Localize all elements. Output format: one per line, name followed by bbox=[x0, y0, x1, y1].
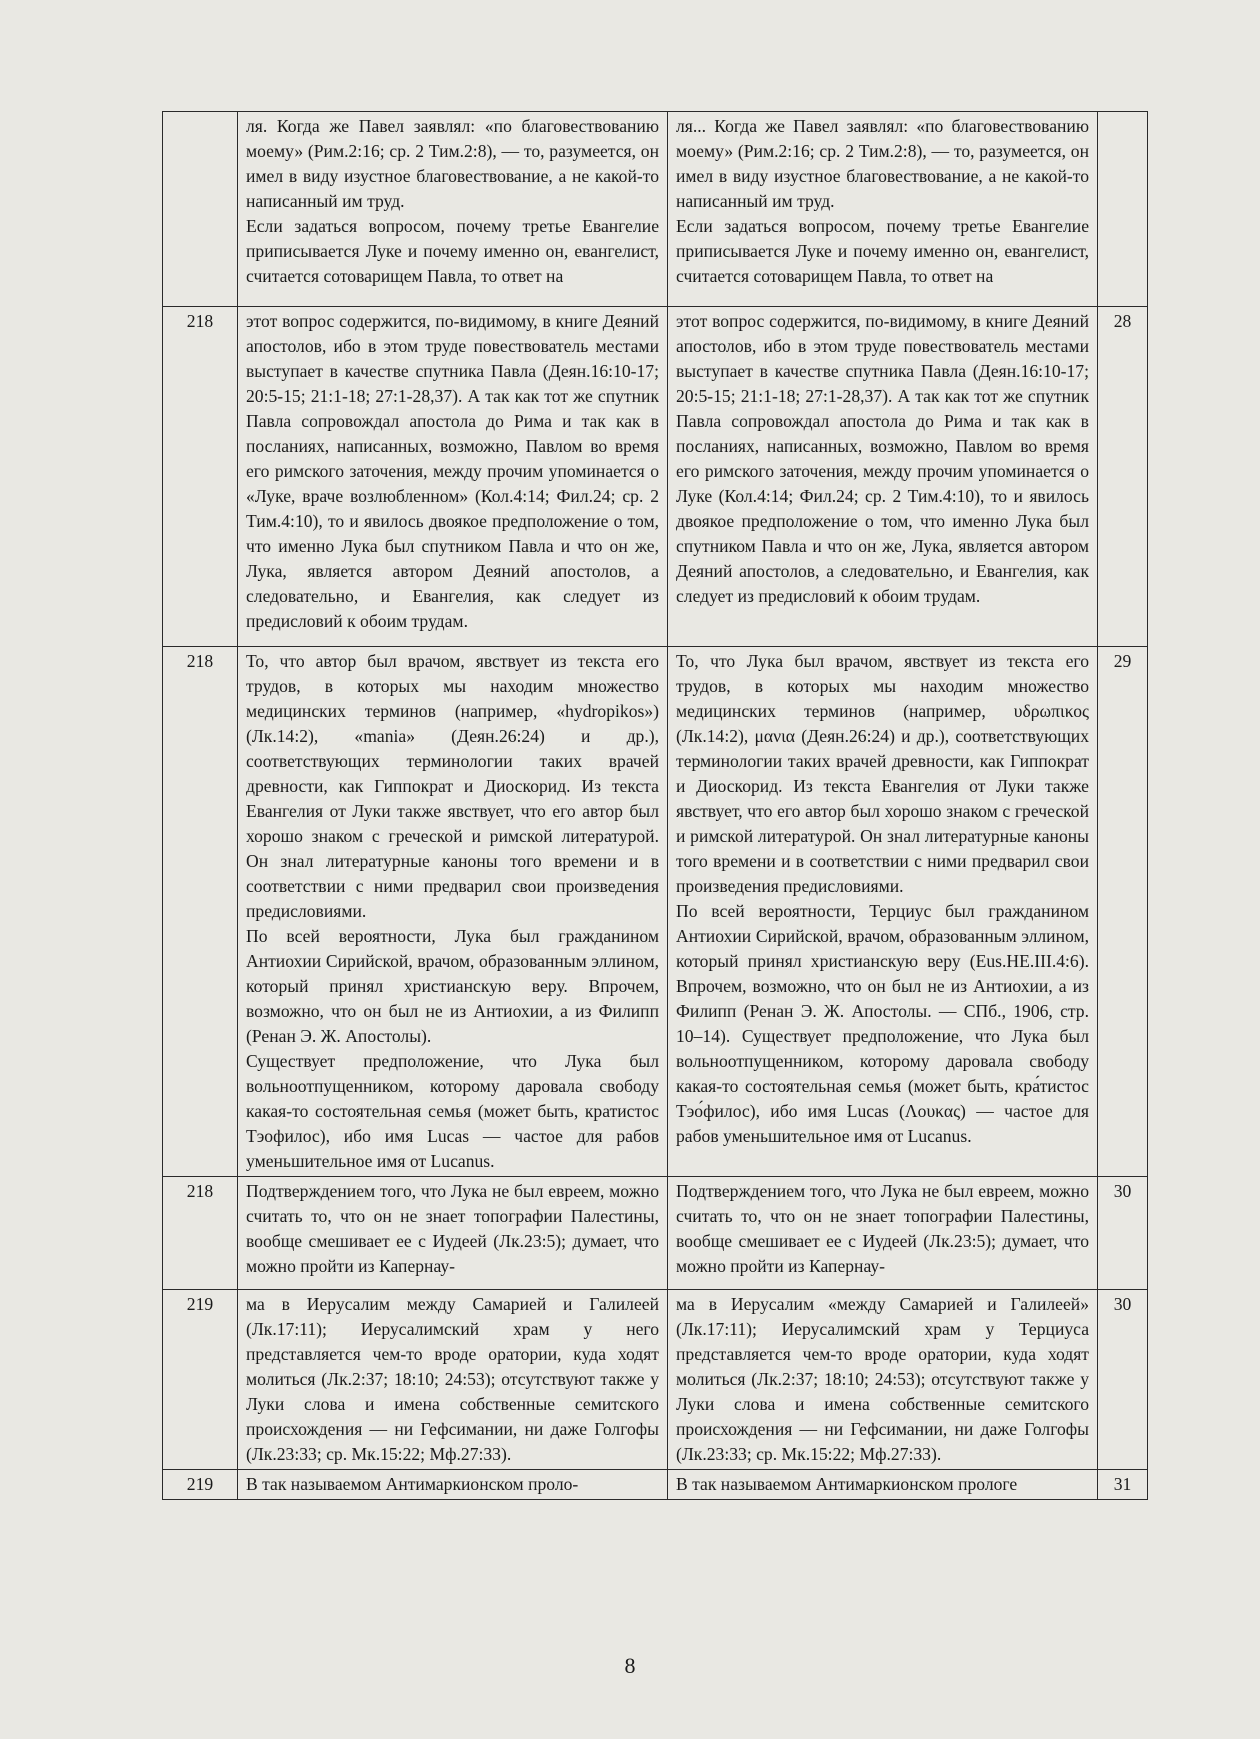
paragraph: По всей вероятности, Лука был гражданином Антиохии Сирийской, врачом, образованным эллином, который принял христианскую веру. Впрочем, возможно, что он был не из Антиохии, а из Филипп (Ренан Э. Ж. Апостолы). bbox=[246, 926, 659, 1046]
compared-text-cell bbox=[668, 1290, 1098, 1470]
table-row bbox=[163, 112, 1148, 307]
paragraph: Существует предположение, что Лука был вольноотпущенником, которому даровала свободу какая-то состоятельная семья (может быть, кратистос Тэофилос), ибо имя Lucas — частое для рабов уменьшительное имя от Lucanus. bbox=[246, 1051, 659, 1171]
paragraph: этот вопрос содержится, по-видимому, в книге Деяний апостолов, ибо в этом труде повествователь местами выступает в качестве спутника Павла (Деян.16:10-17; 20:5-15; 21:1-18; 27:1-28,37). А так как тот же спутник Павла сопровождал апостола до Рима и так как в посланиях, написанных, возможно, Павлом во время его римского заточения, между прочим упоминается о «Луке, враче возлюбленном» (Кол.4:14; Фил.24; ср. 2 Тим.4:10), то и явилось двоякое предположение о том, что именно Лука был спутником Павла и что он же, Лука, является автором Деяний апостолов, а следовательно, и Евангелия, как следует из предисловий к обоим трудам. bbox=[246, 311, 659, 631]
compared-page-number: 30 bbox=[1098, 1177, 1148, 1290]
paragraph: ма в Иерусалим между Самарией и Галилеей (Лк.17:11); Иерусалимский храм у него представляется чем-то вроде оратории, куда ходят молиться (Лк.2:37; 18:10; 24:53); отсутствуют также у Луки слова и имена собственные семитского происхождения — ни Гефсимании, ни даже Голгофы (Лк.23:33; ср. Мк.15:22; Мф.27:33). bbox=[246, 1294, 659, 1464]
paragraph: То, что автор был врачом, явствует из текста его трудов, в которых мы находим множество медицинских терминов (например, «hydropikos») (Лк.14:2), «mania» (Деян.26:24) и др.), соответствующих терминологии таких врачей древности, как Гиппократ и Диоскорид. Из текста Евангелия от Луки также явствует, что его автор был хорошо знаком с греческой и римской литературой. Он знал литературные каноны того времени и в соответствии с ними предварил свои произведения предисловиями. bbox=[246, 651, 659, 921]
table-row bbox=[163, 1470, 1148, 1500]
source-page-number: 218 bbox=[163, 1177, 238, 1290]
paragraph: По всей вероятности, Терциус был гражданином Антиохии Сирийской, врачом, образованным эллином, который принял христианскую веру (Eus.HE.III.4:6). Впрочем, возможно, что он был не из Антиохии, а из Филипп (Ренан Э. Ж. Апостолы. — СПб., 1906, стр. 10–14). Существует предположение, что Лука был вольноотпущенником, которому даровала свободу какая-то состоятельная семья (может быть, кра́тистос Тэо́филос), ибо имя Lucas (Λουκας) — частое для рабов уменьшительное имя от Lucanus. bbox=[676, 901, 1089, 1146]
paragraph: ля... Когда же Павел заявлял: «по благовествованию моему» (Рим.2:16; ср. 2 Тим.2:8), — то, разумеется, он имел в виду изустное благовествование, а не какой-то написанный им труд. bbox=[676, 116, 1089, 211]
paragraph: ля. Когда же Павел заявлял: «по благовествованию моему» (Рим.2:16; ср. 2 Тим.2:8), — то, разумеется, он имел в виду изустное благовествование, а не какой-то написанный им труд. bbox=[246, 116, 659, 211]
paragraph: Подтверждением того, что Лука не был евреем, можно считать то, что он не знает топографии Палестины, вообще смешивает ее с Иудеей (Лк.23:5); думает, что можно пройти из Капернау- bbox=[676, 1181, 1089, 1276]
source-page-number bbox=[163, 112, 238, 307]
paragraph: Если задаться вопросом, почему третье Евангелие приписывается Луке и почему именно он, евангелист, считается сотоварищем Павла, то ответ на bbox=[676, 216, 1089, 286]
original-text-cell bbox=[238, 112, 668, 307]
source-page-number: 218 bbox=[163, 647, 238, 1177]
paragraph: То, что Лука был врачом, явствует из текста его трудов, в которых мы находим множество медицинских терминов (например, υδρωπικος (Лк.14:2), μανια (Деян.26:24) и др.), соответствующих терминологии таких врачей древности, как Гиппократ и Диоскорид. Из текста Евангелия от Луки также явствует, что его автор был хорошо знаком с греческой и римской литературой. Он знал литературные каноны того времени и в соответствии с ними предварил свои произведения предисловиями. bbox=[676, 651, 1089, 896]
compared-page-number: 28 bbox=[1098, 307, 1148, 647]
compared-text-cell bbox=[668, 1470, 1098, 1500]
original-text-cell bbox=[238, 1177, 668, 1290]
original-text-cell bbox=[238, 1470, 668, 1500]
table-row bbox=[163, 1290, 1148, 1470]
table-row bbox=[163, 647, 1148, 1177]
paragraph: В так называемом Антимаркионском прологе bbox=[676, 1474, 1018, 1494]
compared-page-number: 29 bbox=[1098, 647, 1148, 1177]
paragraph: Если задаться вопросом, почему третье Евангелие приписывается Луке и почему именно он, евангелист, считается сотоварищем Павла, то ответ на bbox=[246, 216, 659, 286]
comparison-table bbox=[162, 111, 1148, 1500]
original-text-cell bbox=[238, 307, 668, 647]
page-number: 8 bbox=[624, 1653, 636, 1678]
paragraph: этот вопрос содержится, по-видимому, в книге Деяний апостолов, ибо в этом труде повествователь местами выступает в качестве спутника Павла (Деян.16:10-17; 20:5-15; 21:1-18; 27:1-28,37). А так как тот же спутник Павла сопровождал апостола до Рима и так как в посланиях, написанных, возможно, Павлом во время его римского заточения, между прочим упоминается о Луке (Кол.4:14; Фил.24; ср. 2 Тим.4:10), то и явилось двоякое предположение о том, что именно Лука был спутником Павла и что он же, Лука, является автором Деяний апостолов, а следовательно, и Евангелия, как следует из предисловий к обоим трудам. bbox=[676, 311, 1089, 606]
compared-page-number bbox=[1098, 112, 1148, 307]
compared-page-number: 31 bbox=[1098, 1470, 1148, 1500]
compared-text-cell bbox=[668, 1177, 1098, 1290]
compared-text-cell bbox=[668, 307, 1098, 647]
compared-text-cell bbox=[668, 112, 1098, 307]
source-page-number: 218 bbox=[163, 307, 238, 647]
compared-page-number: 30 bbox=[1098, 1290, 1148, 1470]
paragraph: В так называемом Антимаркионском проло- bbox=[246, 1474, 579, 1494]
compared-text-cell bbox=[668, 647, 1098, 1177]
paragraph: Подтверждением того, что Лука не был евреем, можно считать то, что он не знает топографии Палестины, вообще смешивает ее с Иудеей (Лк.23:5); думает, что можно пройти из Капернау- bbox=[246, 1181, 659, 1276]
original-text-cell bbox=[238, 647, 668, 1177]
source-page-number: 219 bbox=[163, 1470, 238, 1500]
table-row bbox=[163, 307, 1148, 647]
paragraph: ма в Иерусалим «между Самарией и Галилеей» (Лк.17:11); Иерусалимский храм у Терциуса представляется чем-то вроде оратории, куда ходят молиться (Лк.2:37; 18:10; 24:53); отсутствуют также у Луки слова и имена собственные семитского происхождения — ни Гефсимании, ни даже Голгофы (Лк.23:33; ср. Мк.15:22; Мф.27:33). bbox=[676, 1294, 1089, 1464]
source-page-number: 219 bbox=[163, 1290, 238, 1470]
table-row bbox=[163, 1177, 1148, 1290]
original-text-cell bbox=[238, 1290, 668, 1470]
